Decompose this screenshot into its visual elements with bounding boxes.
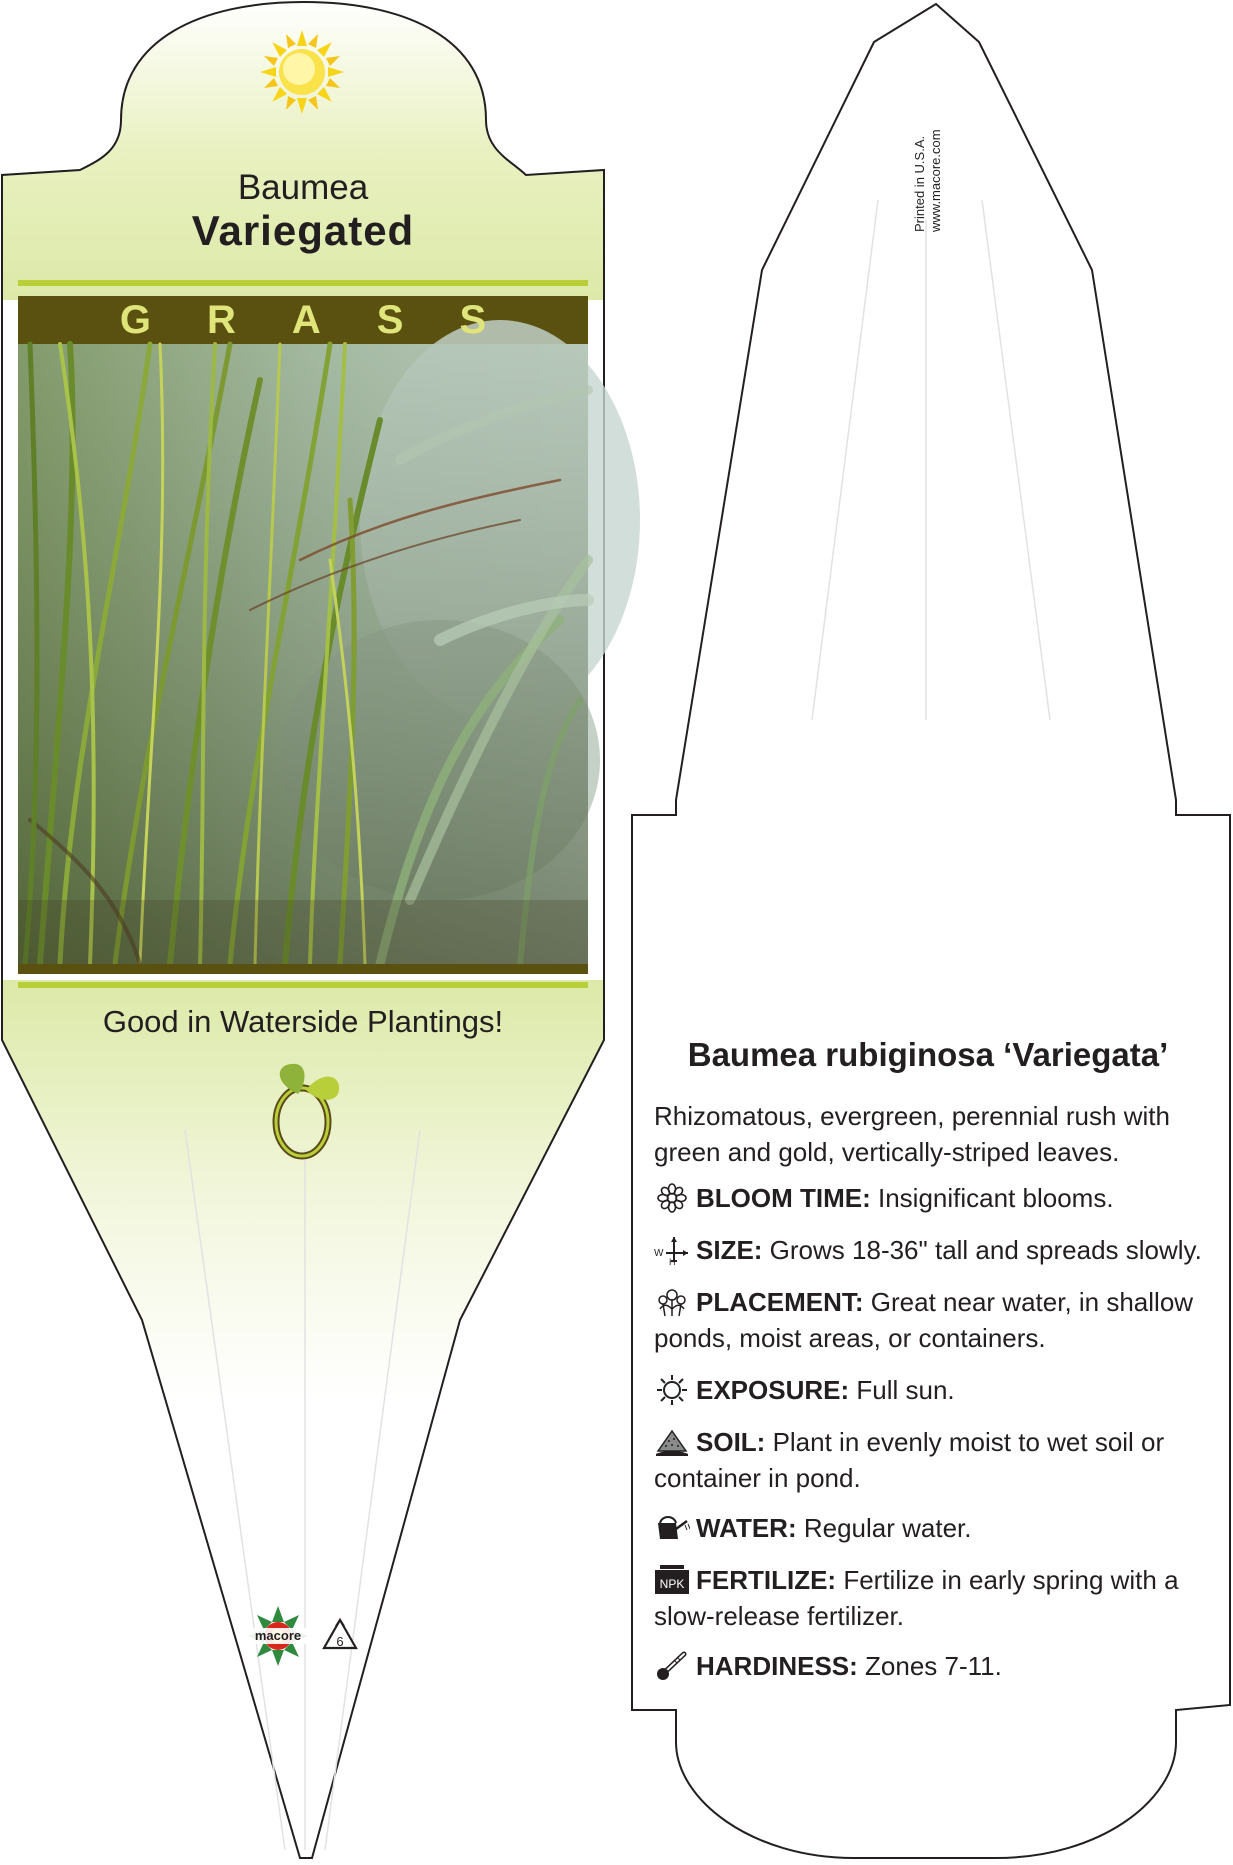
care-label: EXPOSURE: — [696, 1375, 850, 1405]
care-label: SOIL: — [696, 1427, 766, 1457]
care-text: Full sun. — [849, 1375, 955, 1405]
sun-outline-icon — [654, 1375, 690, 1405]
care-text: Great near water, in shallow ponds, moist areas, or containers. — [654, 1287, 1194, 1353]
size-arrows-icon — [654, 1235, 690, 1265]
care-bloom-time — [654, 1180, 1214, 1216]
grass-photo — [18, 320, 640, 964]
care-text: Fertilize in early spring with a slow-release fertilizer. — [654, 1565, 1179, 1631]
botanical-name: Baumea rubiginosa ‘Variegata’ — [687, 1036, 1169, 1073]
brand-name: macore — [254, 1628, 302, 1643]
care-soil — [654, 1424, 1214, 1496]
plant-common-name: Baumea — [237, 168, 369, 207]
care-label: PLACEMENT: — [696, 1287, 864, 1317]
plant-cultivar-name: Variegated — [191, 207, 415, 254]
recycle-code: 6 — [336, 1634, 344, 1649]
placement-plants-icon — [654, 1287, 690, 1317]
flower-icon — [654, 1183, 690, 1213]
lime-rule-bottom — [18, 982, 588, 988]
care-label: BLOOM TIME: — [696, 1183, 871, 1213]
care-text: Insignificant blooms. — [870, 1183, 1114, 1213]
care-hardiness — [654, 1648, 1214, 1684]
size-w-label: W — [654, 1248, 664, 1259]
soil-trowel-icon — [654, 1427, 690, 1457]
printed-in-country: Printed in U.S.A. — [912, 135, 927, 232]
care-water — [654, 1510, 1214, 1546]
care-label: WATER: — [696, 1513, 797, 1543]
care-fertilize — [654, 1562, 1214, 1634]
printed-in-note — [912, 129, 944, 232]
care-text: Grows 18-36" tall and spreads slowly. — [762, 1235, 1202, 1265]
npk-icon — [654, 1565, 690, 1595]
care-placement — [654, 1284, 1214, 1356]
band-bottom — [18, 964, 588, 974]
thermometer-icon — [654, 1651, 690, 1681]
care-size — [654, 1232, 1214, 1268]
care-text: Zones 7-11. — [857, 1651, 1002, 1681]
plant-description: Rhizomatous, evergreen, perennial rush with green and gold, vertically-striped leaves. — [654, 1101, 1170, 1167]
sun-icon — [260, 30, 344, 114]
plant-tagline: Good in Waterside Plantings! — [102, 1004, 504, 1039]
care-text: Plant in evenly moist to wet soil or container in pond. — [654, 1427, 1165, 1493]
care-exposure — [654, 1372, 1214, 1408]
care-label: FERTILIZE: — [696, 1565, 837, 1595]
plant-category-label: GRASS — [119, 298, 543, 342]
printed-in-website: www.macore.com — [928, 129, 943, 232]
care-label: SIZE: — [696, 1235, 763, 1265]
care-text: Regular water. — [796, 1513, 972, 1543]
size-h-label: H — [669, 1257, 676, 1265]
lime-rule-top — [18, 280, 588, 286]
watering-can-icon — [654, 1513, 690, 1543]
care-label: HARDINESS: — [696, 1651, 858, 1681]
npk-label: NPK — [659, 1577, 685, 1591]
